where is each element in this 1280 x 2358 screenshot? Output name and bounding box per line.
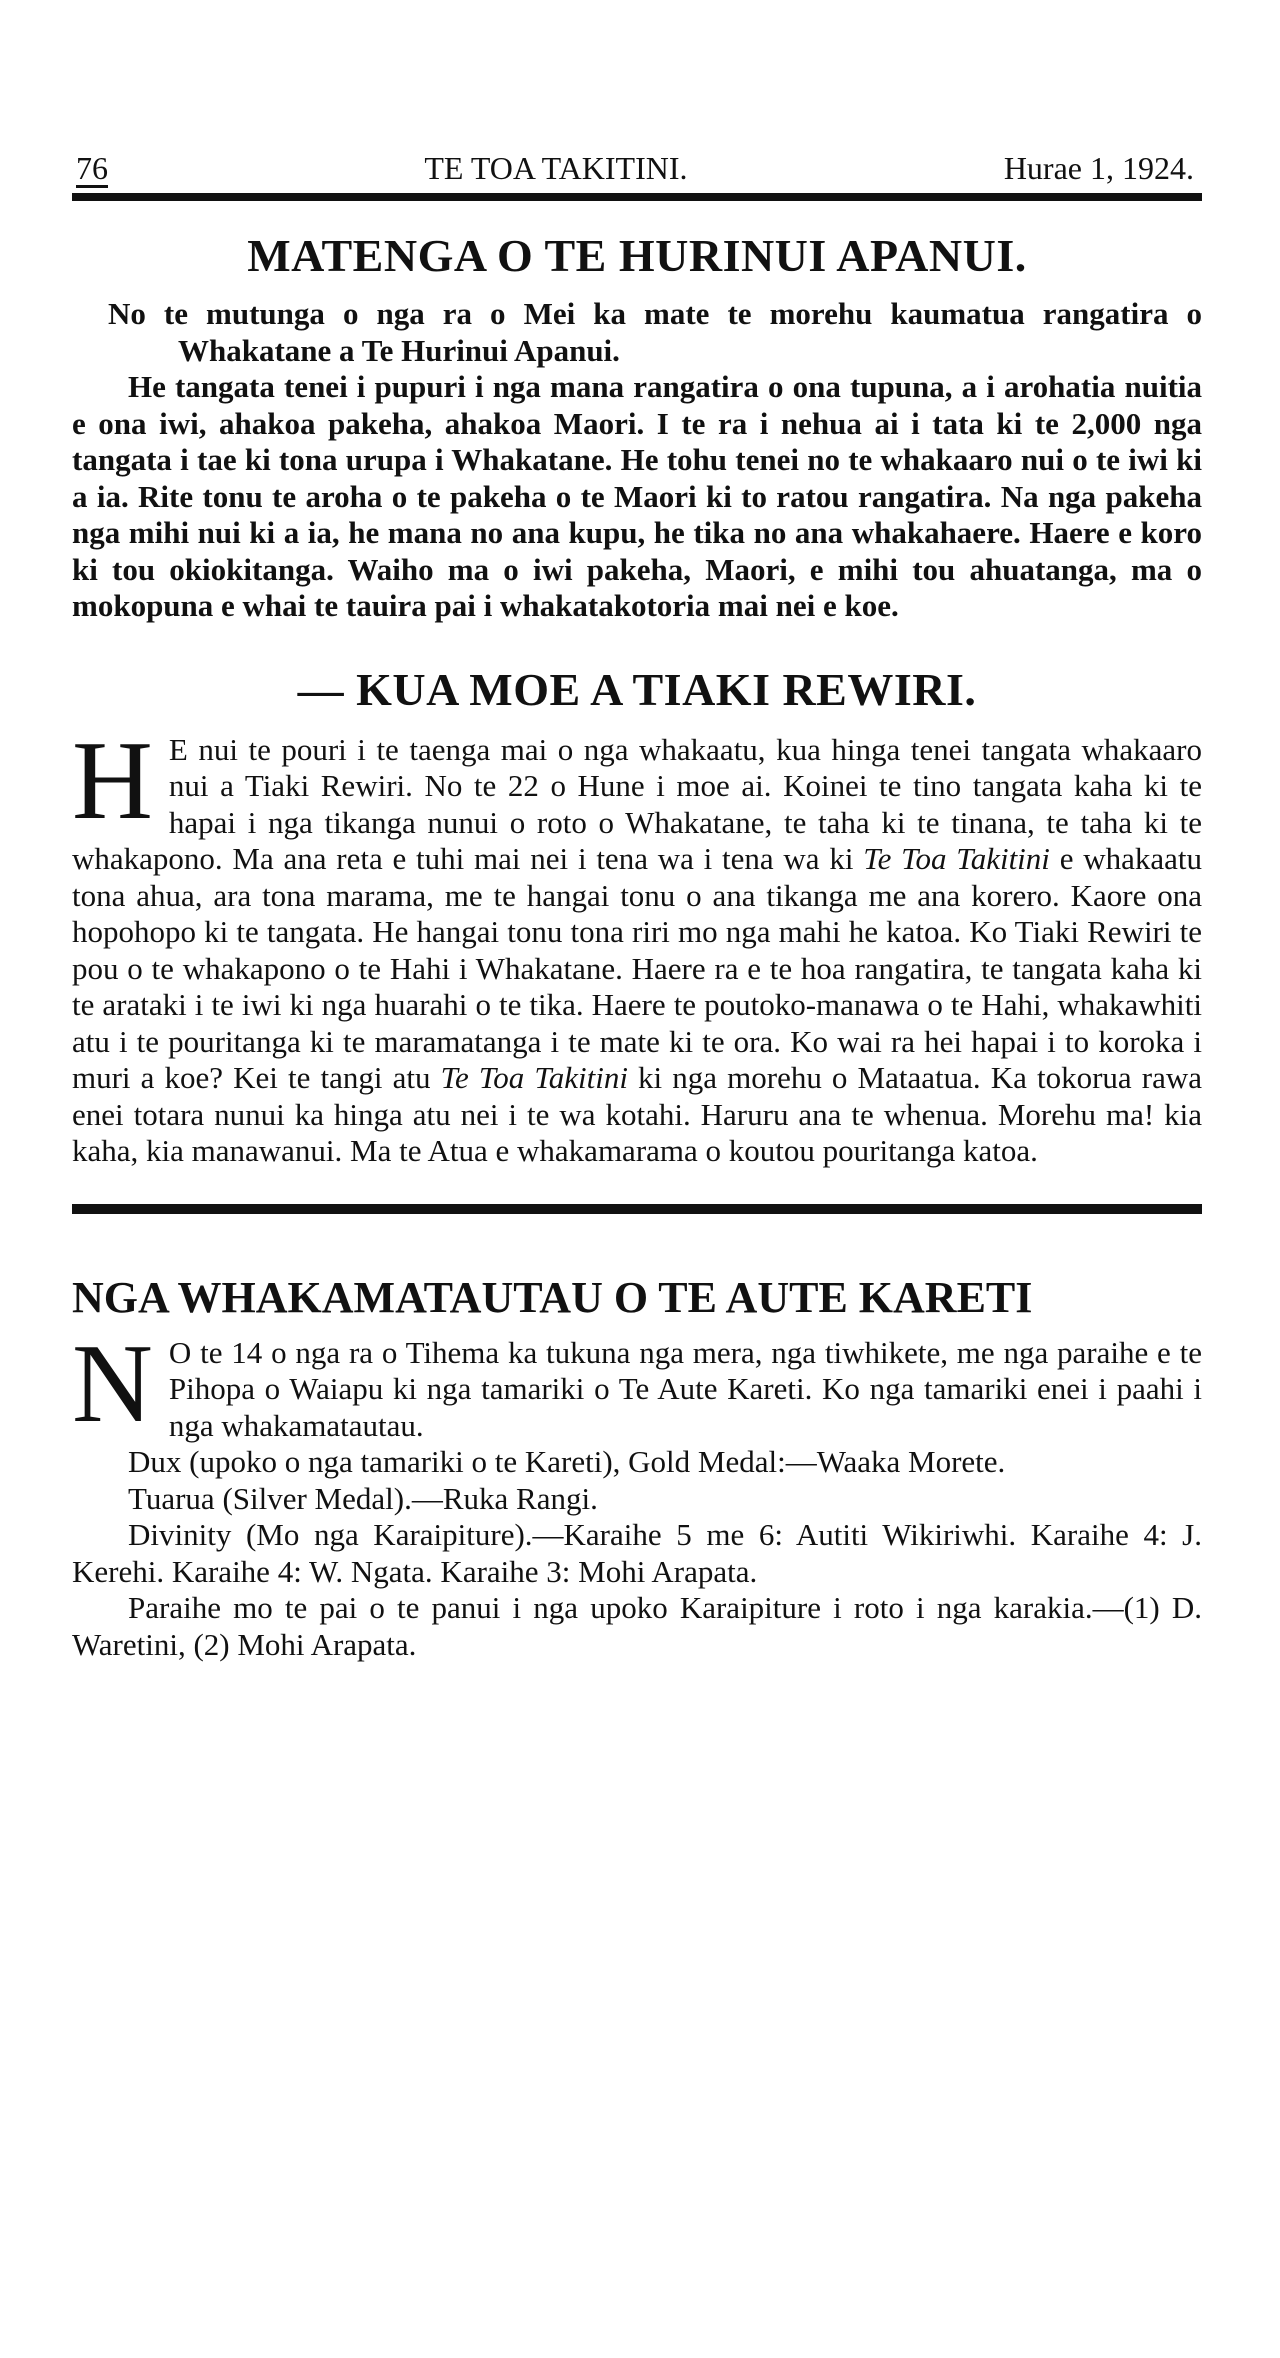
article-title: — KUA MOE A TIAKI REWIRI. xyxy=(297,663,977,715)
article-title: NGA WHAKAMATAUTAU O TE AUTE KARETI xyxy=(72,1272,1033,1322)
award-item: Tuarua (Silver Medal).—Ruka Rangi. xyxy=(128,1480,598,1516)
header-rule xyxy=(72,193,1202,201)
body-text: ki nga morehu o Mataatua. Ka tokorua rawa enei totara nunui ka hinga atu nei i te wa kotahi. Haruru ana te whenua. Morehu ma! kia kaha, kia manawanui. Ma te Atua e whakamarama o koutou pouritanga katoa. xyxy=(72,1060,1202,1168)
article-aute-kareti xyxy=(72,1272,1202,1664)
page-number: 76 xyxy=(76,150,108,186)
publication-name-italic: Te Toa Takitini xyxy=(440,1060,628,1095)
award-item: Dux (upoko o nga tamariki o te Kareti), Gold Medal:—Waaka Morete. xyxy=(128,1444,1006,1479)
body-text: E nui te pouri i te taenga mai o nga whakaatu, kua hinga tenei tangata whakaaro nui a Tiaki Rewiri. No te 22 o Hune i moe ai. Koinei te tino tangata kaha ki te hapai i nga tikanga nunui o roto o Whakatane, te taha ki te tinana, te taha ki te whakapono. Ma ana reta e tuhi mai nei i tena wa i tena wa ki xyxy=(72,731,1202,876)
article-matenga xyxy=(72,229,1202,625)
section-divider xyxy=(72,1204,1202,1214)
body-text: O te 14 o nga ra o Tihema ka tukuna nga mera, nga tiwhikete, me nga paraihe e te Pihopa o Waiapu ki nga tamariki o Te Aute Kareti. Ko nga tamariki enei i paahi i nga whakamatautau. xyxy=(168,1334,1202,1443)
running-header xyxy=(72,150,1202,193)
article-lead-paragraph: No te mutunga o nga ra o Mei ka mate te morehu kaumatua rangatira o Whakatane a Te Hurinui Apanui. xyxy=(108,296,1202,368)
award-item: Divinity (Mo nga Karaipiture).—Karaihe 5 me 6: Autiti Wikiriwhi. Karaihe 4: J. Kerehi. Karaihe 4: W. Ngata. Karaihe 3: Mohi Arapata. xyxy=(72,1517,1202,1589)
article-tiaki-rewiri xyxy=(72,663,1202,1170)
article-intro-paragraph xyxy=(72,1321,1202,1446)
drop-cap: N xyxy=(72,1321,153,1446)
article-body-paragraph: He tangata tenei i pupuri i nga mana rangatira o ona tupuna, a i arohatia nuitia e ona iwi, ahakoa pakeha, ahakoa Maori. I te ra i nehua ai i tata ki te 2,000 nga tangata i tae ki tona urupa i Whakatane. He tohu tenei no te whakaaro nui o te iwi ki a ia. Rite tonu te aroha o te pakeha o te Maori ki to ratou rangatira. Na nga pakeha nga mihi nui ki a ia, he mana no ana kupu, he tika no ana whakahaere. Haere e koro ki tou okiokitanga. Waiho ma o iwi pakeha, Maori, e mihi tou ahuatanga, ma o mokopuna e whai te tauira pai i whakatakotoria mai nei e koe. xyxy=(72,369,1202,623)
publication-title: TE TOA TAKITINI. xyxy=(424,150,688,186)
article-body-paragraph xyxy=(72,718,1202,1170)
award-item: Paraihe mo te pai o te panui i nga upoko Karaipiture i roto i nga karakia.—(1) D. Waretini, (2) Mohi Arapata. xyxy=(72,1590,1202,1662)
publication-name-italic: Te Toa Takitini xyxy=(863,841,1050,876)
issue-date: Hurae 1, 1924. xyxy=(1003,150,1194,186)
drop-cap: H xyxy=(72,718,153,843)
article-title: MATENGA O TE HURINUI APANUI. xyxy=(247,230,1027,281)
page xyxy=(72,150,1202,1663)
body-text: e whakaatu tona ahua, ara tona marama, me te hangai tonu o ana tikanga me ana korero. Kaore ona hopohopo ki te tangata. He hangai tonu tona riri mo nga mahi he katoa. Ko Tiaki Rewiri te pou o te whakapono o te Hahi i Whakatane. Haere ra e te hoa rangatira, te tangata kaha ki te arataki i te iwi ki nga huarahi o te tika. Haere te poutoko-manawa o te Hahi, whakawhiti atu i te pouritanga ki te maramatanga i te mate ki te ora. Ko wai ra hei hapai i to koroka i muri a koe? Kei te tangi atu xyxy=(72,841,1202,1095)
